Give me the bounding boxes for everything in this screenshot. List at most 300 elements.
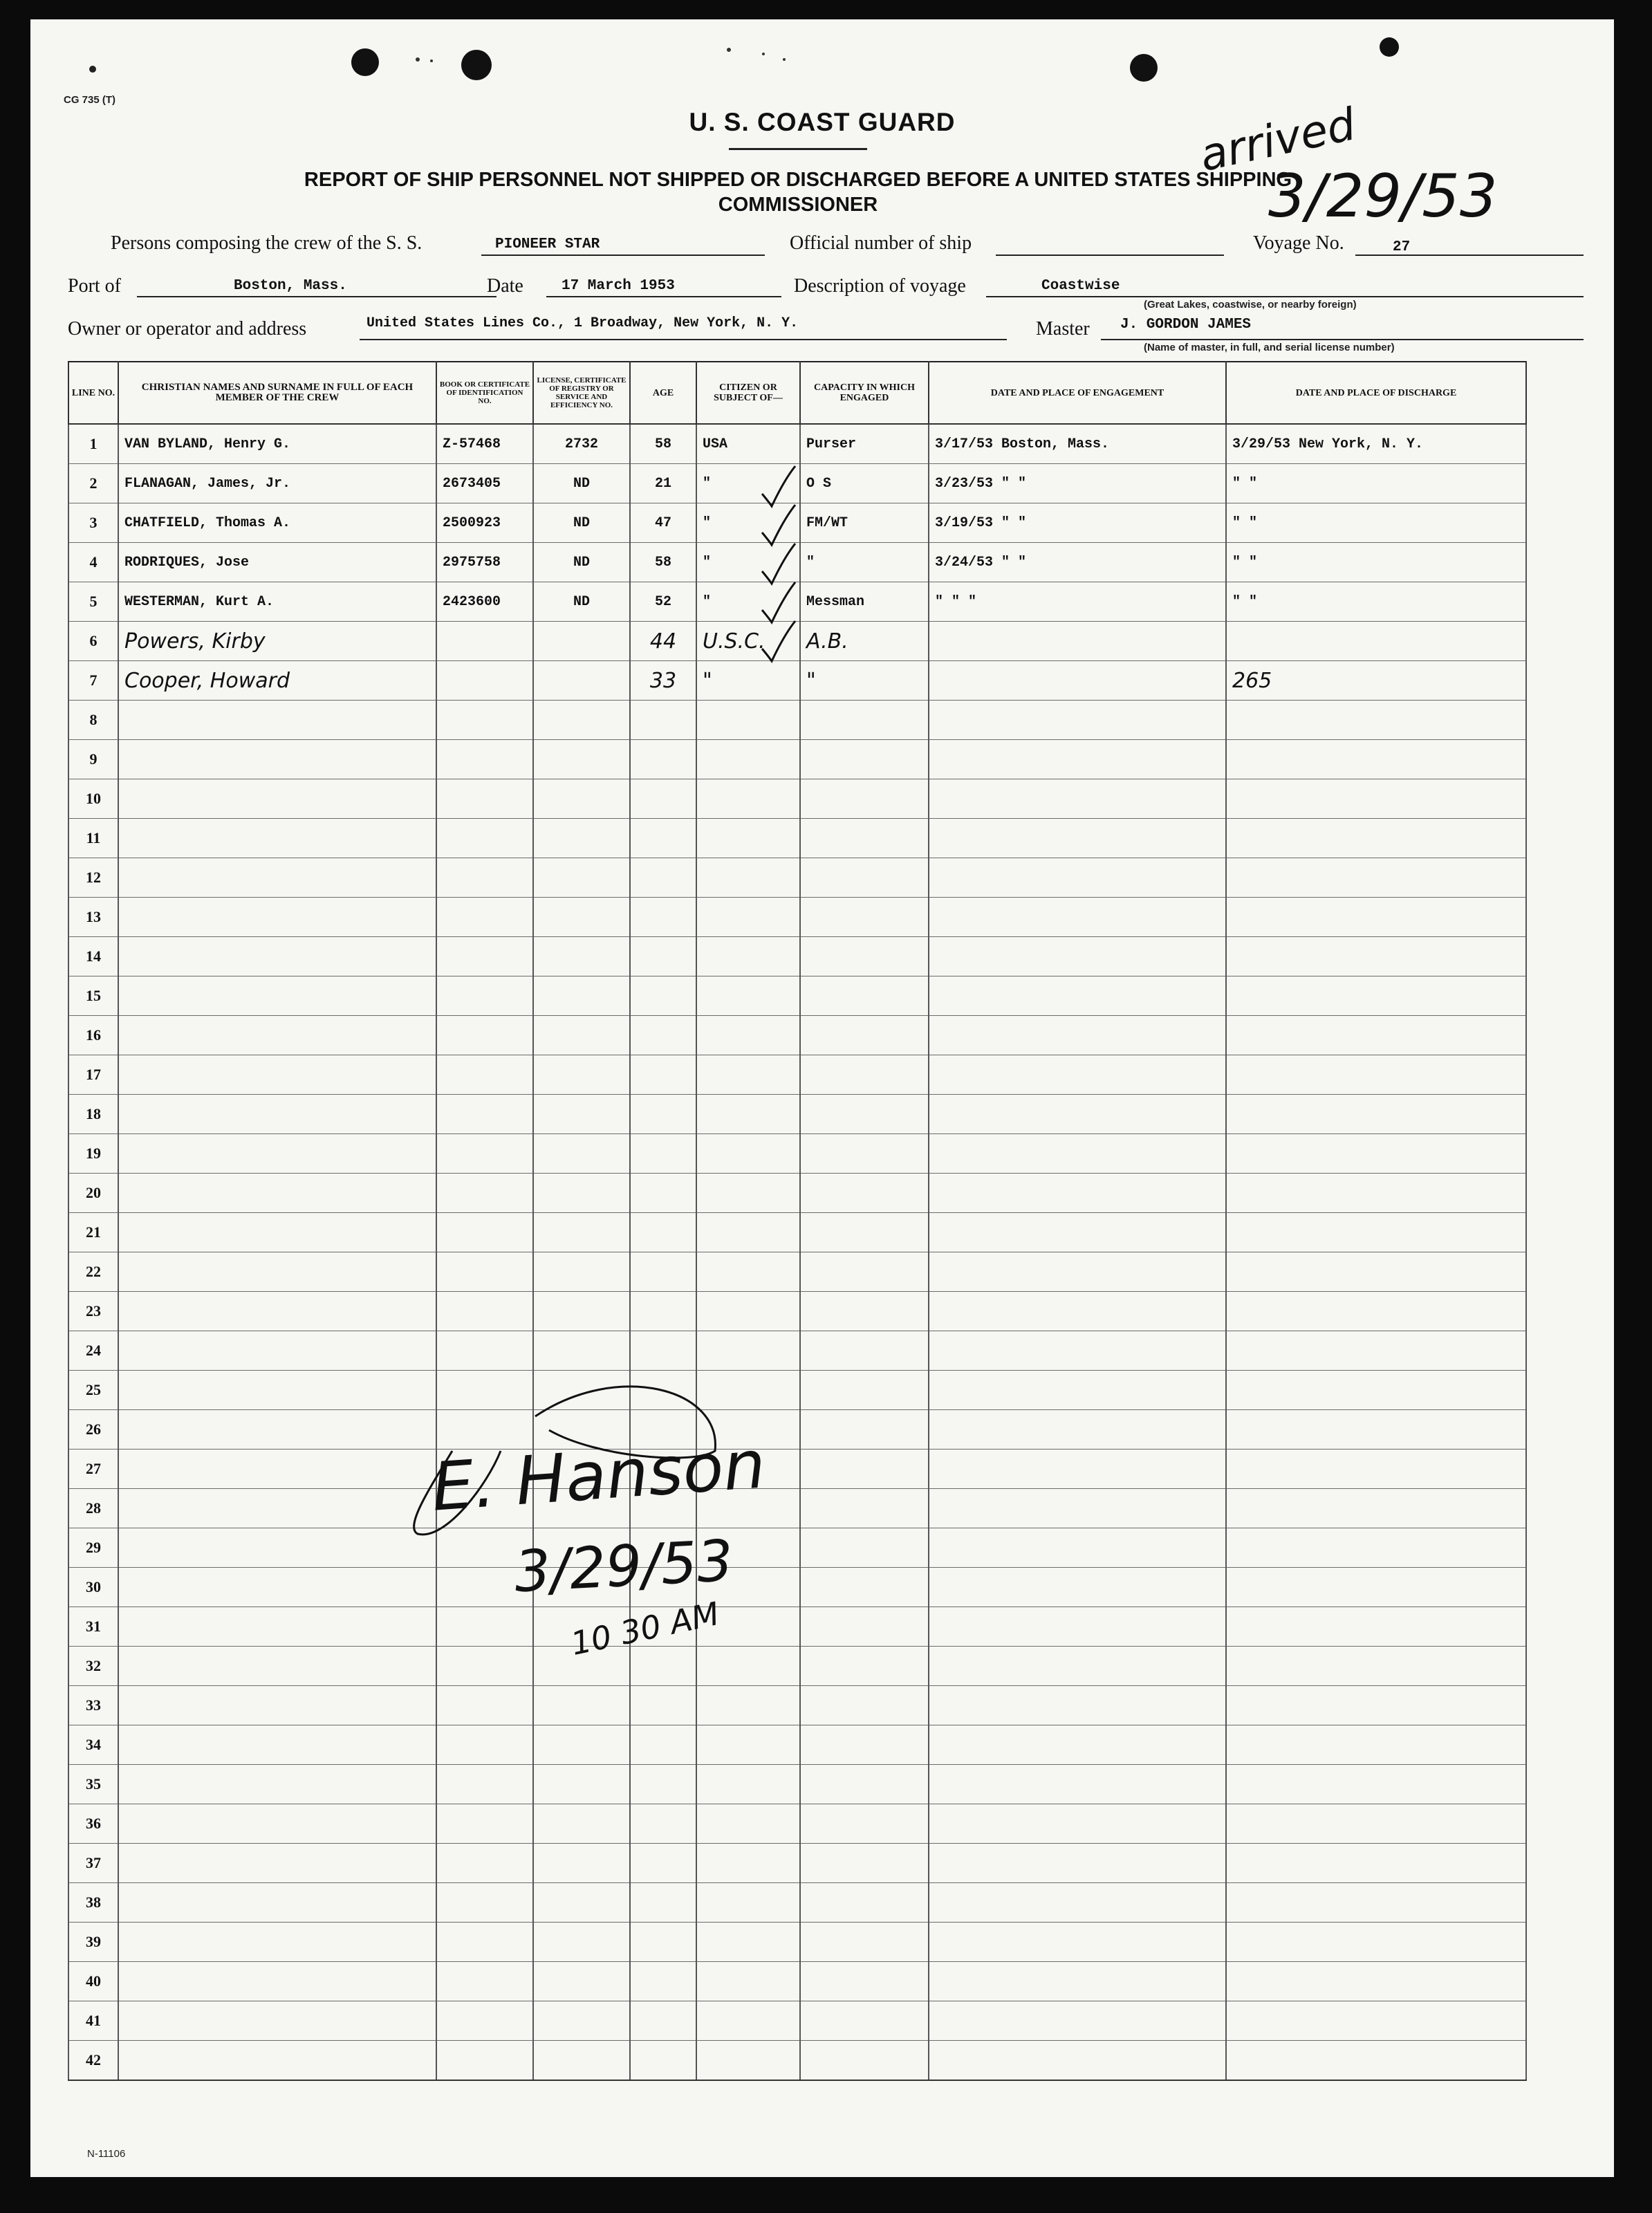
date-value: 17 March 1953 [562,278,675,294]
engagement-cell [929,1055,1226,1095]
book-number-cell [436,1331,533,1371]
table-row [68,424,1526,464]
capacity-cell: A.B. [800,622,929,661]
col-header-citizen: CITIZEN OR SUBJECT OF— [696,362,800,424]
voyage-desc-value: Coastwise [1041,278,1120,294]
crew-name-cell [118,1725,436,1765]
line-number-cell: 29 [68,1528,118,1568]
discharge-cell [1226,1371,1526,1410]
discharge-cell [1226,1883,1526,1923]
owner-line [360,339,1007,340]
age-cell [630,1844,696,1883]
discharge-cell [1226,1962,1526,2001]
line-number-cell: 5 [68,582,118,622]
book-number-cell [436,2001,533,2041]
citizenship-cell [696,1331,800,1371]
line-number-cell: 22 [68,1252,118,1292]
citizenship-cell [696,1725,800,1765]
crew-label: Persons composing the crew of the S. S. [111,232,423,254]
citizenship-cell: USA [696,424,800,464]
license-number-cell [533,1252,630,1292]
capacity-cell [800,898,929,937]
citizenship-cell [696,1292,800,1331]
capacity-cell [800,1174,929,1213]
citizenship-cell [696,1962,800,2001]
discharge-cell [1226,701,1526,740]
engagement-cell: 3/23/53 " " [929,464,1226,503]
table-row [68,1055,1526,1095]
crew-name-cell: CHATFIELD, Thomas A. [118,503,436,543]
license-number-cell [533,1765,630,1804]
book-number-cell [436,1252,533,1292]
citizenship-cell [696,1055,800,1095]
voyage-desc-line [986,296,1584,297]
engagement-cell [929,1765,1226,1804]
engagement-cell [929,1410,1226,1450]
line-number-cell: 38 [68,1883,118,1923]
table-row [68,1804,1526,1844]
license-number-cell: ND [533,582,630,622]
line-number-cell: 42 [68,2041,118,2081]
agency-title: U. S. COAST GUARD [689,108,956,136]
discharge-cell [1226,1647,1526,1686]
engagement-cell: 3/19/53 " " [929,503,1226,543]
line-number-cell: 30 [68,1568,118,1607]
age-cell: 21 [630,464,696,503]
crew-name-cell [118,1252,436,1292]
book-number-cell [436,1174,533,1213]
crew-name-cell [118,1213,436,1252]
age-cell [630,1883,696,1923]
line-number-cell: 12 [68,858,118,898]
crew-name-cell [118,1055,436,1095]
form-number: CG 735 (T) [64,94,116,106]
crew-name-cell [118,1134,436,1174]
line-number-cell: 18 [68,1095,118,1134]
age-cell [630,898,696,937]
engagement-cell [929,1016,1226,1055]
table-row [68,661,1526,701]
discharge-cell [1226,1292,1526,1331]
voyage-desc-label: Description of voyage [794,275,966,297]
book-number-cell [436,701,533,740]
capacity-cell [800,701,929,740]
license-number-cell [533,1016,630,1055]
discharge-cell [1226,1213,1526,1252]
capacity-cell [800,1844,929,1883]
age-cell [630,1174,696,1213]
col-header-engagement: DATE AND PLACE OF ENGAGEMENT [929,362,1226,424]
signature-time: 10 30 AM [567,1594,723,1663]
discharge-cell [1226,1252,1526,1292]
citizenship-cell: U.S.C. [696,622,800,661]
line-number-cell: 15 [68,976,118,1016]
engagement-cell [929,1804,1226,1844]
citizenship-cell [696,1016,800,1055]
line-number-cell: 17 [68,1055,118,1095]
license-number-cell [533,1055,630,1095]
line-number-cell: 16 [68,1016,118,1055]
voyage-number-line [1355,254,1584,256]
citizenship-cell [696,740,800,779]
table-row [68,503,1526,543]
ship-name-line [481,254,765,256]
line-number-cell: 41 [68,2001,118,2041]
engagement-cell [929,1450,1226,1489]
capacity-cell [800,819,929,858]
discharge-cell [1226,1134,1526,1174]
table-row [68,1765,1526,1804]
age-cell [630,1095,696,1134]
discharge-cell [1226,1844,1526,1883]
table-row [68,1213,1526,1252]
crew-name-cell [118,740,436,779]
crew-name-cell [118,1883,436,1923]
discharge-cell [1226,1725,1526,1765]
crew-name-cell [118,1410,436,1450]
discharge-cell: 265 [1226,661,1526,701]
title-divider [729,148,867,150]
citizenship-cell [696,1252,800,1292]
crew-name-cell [118,1331,436,1371]
crew-name-cell: FLANAGAN, James, Jr. [118,464,436,503]
age-cell: 47 [630,503,696,543]
crew-name-cell [118,1095,436,1134]
book-number-cell [436,740,533,779]
discharge-cell: " " [1226,543,1526,582]
line-number-cell: 14 [68,937,118,976]
citizenship-cell [696,1883,800,1923]
date-label: Date [487,275,523,297]
license-number-cell: ND [533,464,630,503]
crew-name-cell: Powers, Kirby [118,622,436,661]
age-cell [630,1962,696,2001]
table-row [68,2001,1526,2041]
discharge-cell [1226,1174,1526,1213]
crew-name-cell [118,858,436,898]
capacity-cell: " [800,661,929,701]
crew-name-cell [118,1962,436,2001]
citizenship-cell: " [696,464,800,503]
license-number-cell [533,898,630,937]
date-line [546,296,781,297]
engagement-cell [929,1607,1226,1647]
age-cell: 58 [630,424,696,464]
port-value: Boston, Mass. [234,278,347,294]
age-cell [630,1292,696,1331]
crew-name-cell [118,701,436,740]
crew-name-cell [118,1647,436,1686]
engagement-cell [929,2041,1226,2081]
table-row [68,1686,1526,1725]
table-row [68,898,1526,937]
book-number-cell [436,1292,533,1331]
arrived-date-annotation: 3/29/53 [1268,162,1498,231]
citizenship-cell [696,1095,800,1134]
engagement-cell: " " " [929,582,1226,622]
engagement-cell [929,1134,1226,1174]
book-number-cell [436,937,533,976]
line-number-cell: 28 [68,1489,118,1528]
citizenship-cell [696,701,800,740]
voyage-label: Voyage No. [1253,232,1344,254]
engagement-cell [929,1213,1226,1252]
citizenship-cell [696,2001,800,2041]
book-number-cell [436,1686,533,1725]
crew-name-cell [118,1450,436,1489]
line-number-cell: 26 [68,1410,118,1450]
crew-name-cell [118,937,436,976]
engagement-cell: 3/24/53 " " [929,543,1226,582]
discharge-cell [1226,622,1526,661]
engagement-cell [929,1331,1226,1371]
book-number-cell [436,2041,533,2081]
capacity-cell [800,1331,929,1371]
discharge-cell [1226,1450,1526,1489]
engagement-cell [929,1844,1226,1883]
citizenship-cell [696,1923,800,1962]
engagement-cell [929,661,1226,701]
discharge-cell [1226,1055,1526,1095]
license-number-cell [533,2041,630,2081]
license-number-cell [533,1134,630,1174]
citizenship-cell [696,1213,800,1252]
footer-code: N-11106 [87,2148,126,2160]
table-row [68,858,1526,898]
form-page [30,19,1614,2177]
master-label: Master [1036,318,1090,340]
crew-name-cell [118,1528,436,1568]
license-number-cell [533,2001,630,2041]
discharge-cell [1226,1804,1526,1844]
capacity-cell [800,1883,929,1923]
table-row [68,1844,1526,1883]
engagement-cell [929,898,1226,937]
book-number-cell: Z-57468 [436,424,533,464]
discharge-cell [1226,1686,1526,1725]
age-cell [630,1252,696,1292]
line-number-cell: 7 [68,661,118,701]
license-number-cell [533,1174,630,1213]
book-number-cell [436,779,533,819]
engagement-cell [929,819,1226,858]
engagement-cell [929,779,1226,819]
age-cell [630,1765,696,1804]
engagement-cell [929,1528,1226,1568]
line-number-cell: 19 [68,1134,118,1174]
citizenship-cell [696,819,800,858]
citizenship-cell: " [696,661,800,701]
official-number-label: Official number of ship [790,232,972,254]
book-number-cell [436,1765,533,1804]
engagement-cell [929,1962,1226,2001]
master-line [1101,339,1584,340]
book-number-cell [436,1923,533,1962]
line-number-cell: 37 [68,1844,118,1883]
capacity-cell [800,1016,929,1055]
crew-name-cell [118,1923,436,1962]
col-header-capacity: CAPACITY IN WHICH ENGAGED [800,362,929,424]
license-number-cell [533,1844,630,1883]
table-row [68,2041,1526,2081]
book-number-cell [436,1804,533,1844]
license-number-cell [533,1923,630,1962]
crew-name-cell [118,2041,436,2081]
crew-name-cell [118,1568,436,1607]
col-header-name: CHRISTIAN NAMES AND SURNAME IN FULL OF EACH MEMBER OF THE CREW [118,362,436,424]
capacity-cell [800,2041,929,2081]
license-number-cell [533,661,630,701]
license-number-cell [533,779,630,819]
table-row [68,701,1526,740]
table-row [68,1174,1526,1213]
capacity-cell: FM/WT [800,503,929,543]
license-number-cell [533,1883,630,1923]
license-number-cell [533,1095,630,1134]
line-number-cell: 8 [68,701,118,740]
engagement-cell [929,976,1226,1016]
discharge-cell [1226,1331,1526,1371]
book-number-cell [436,1962,533,2001]
book-number-cell [436,1213,533,1252]
engagement-cell [929,1174,1226,1213]
crew-name-cell [118,1174,436,1213]
master-hint: (Name of master, in full, and serial license number) [1144,342,1395,353]
license-number-cell [533,1292,630,1331]
engagement-cell [929,1252,1226,1292]
citizenship-cell: " [696,582,800,622]
capacity-cell: O S [800,464,929,503]
capacity-cell [800,1686,929,1725]
book-number-cell: 2423600 [436,582,533,622]
table-row [68,779,1526,819]
engagement-cell [929,1725,1226,1765]
age-cell [630,1331,696,1371]
line-number-cell: 34 [68,1725,118,1765]
age-cell [630,819,696,858]
line-number-cell: 6 [68,622,118,661]
discharge-cell [1226,779,1526,819]
book-number-cell [436,1134,533,1174]
line-number-cell: 13 [68,898,118,937]
engagement-cell [929,1292,1226,1331]
discharge-cell [1226,937,1526,976]
capacity-cell [800,1725,929,1765]
master-value: J. GORDON JAMES [1120,317,1252,333]
age-cell [630,858,696,898]
capacity-cell: Messman [800,582,929,622]
capacity-cell [800,1292,929,1331]
discharge-cell: " " [1226,582,1526,622]
table-row [68,1292,1526,1331]
capacity-cell [800,858,929,898]
discharge-cell [1226,1489,1526,1528]
crew-name-cell [118,1804,436,1844]
crew-name-cell [118,1844,436,1883]
citizenship-cell: " [696,543,800,582]
crew-name-cell [118,898,436,937]
line-number-cell: 11 [68,819,118,858]
owner-value: United States Lines Co., 1 Broadway, New York, N. Y. [366,315,799,331]
line-number-cell: 25 [68,1371,118,1410]
citizenship-cell [696,1804,800,1844]
age-cell [630,1016,696,1055]
book-number-cell: 2673405 [436,464,533,503]
book-number-cell: 2975758 [436,543,533,582]
age-cell [630,701,696,740]
ship-name-value: PIONEER STAR [495,237,600,252]
engagement-cell [929,740,1226,779]
engagement-cell [929,622,1226,661]
engagement-cell: 3/17/53 Boston, Mass. [929,424,1226,464]
table-row [68,1095,1526,1134]
capacity-cell [800,1095,929,1134]
engagement-cell [929,858,1226,898]
book-number-cell [436,1055,533,1095]
line-number-cell: 1 [68,424,118,464]
line-number-cell: 33 [68,1686,118,1725]
discharge-cell: " " [1226,503,1526,543]
line-number-cell: 35 [68,1765,118,1804]
capacity-cell [800,1923,929,1962]
capacity-cell [800,1134,929,1174]
engagement-cell [929,937,1226,976]
crew-name-cell [118,1607,436,1647]
table-row [68,1331,1526,1371]
voyage-desc-hint: (Great Lakes, coastwise, or nearby foreign) [1144,299,1357,311]
age-cell [630,779,696,819]
engagement-cell [929,1686,1226,1725]
license-number-cell [533,858,630,898]
official-number-line [996,254,1224,256]
capacity-cell [800,976,929,1016]
line-number-cell: 4 [68,543,118,582]
capacity-cell [800,1962,929,2001]
owner-label: Owner or operator and address [68,318,307,340]
citizenship-cell [696,937,800,976]
capacity-cell [800,1213,929,1252]
table-header-row [68,362,1526,424]
line-number-cell: 40 [68,1962,118,2001]
age-cell [630,1686,696,1725]
discharge-cell [1226,740,1526,779]
table-row [68,937,1526,976]
citizenship-cell [696,1765,800,1804]
age-cell [630,1804,696,1844]
capacity-cell [800,1804,929,1844]
license-number-cell [533,1804,630,1844]
crew-name-cell [118,1489,436,1528]
line-number-cell: 27 [68,1450,118,1489]
crew-name-cell [118,1765,436,1804]
age-cell: 44 [630,622,696,661]
punch-holes [30,19,1614,95]
crew-name-cell [118,1686,436,1725]
age-cell [630,2041,696,2081]
table-row [68,1016,1526,1055]
line-number-cell: 39 [68,1923,118,1962]
citizenship-cell [696,1134,800,1174]
crew-name-cell [118,1292,436,1331]
table-row [68,1134,1526,1174]
engagement-cell [929,1923,1226,1962]
discharge-cell [1226,898,1526,937]
line-number-cell: 32 [68,1647,118,1686]
capacity-cell: " [800,543,929,582]
crew-name-cell: Cooper, Howard [118,661,436,701]
discharge-cell [1226,1528,1526,1568]
table-row [68,622,1526,661]
